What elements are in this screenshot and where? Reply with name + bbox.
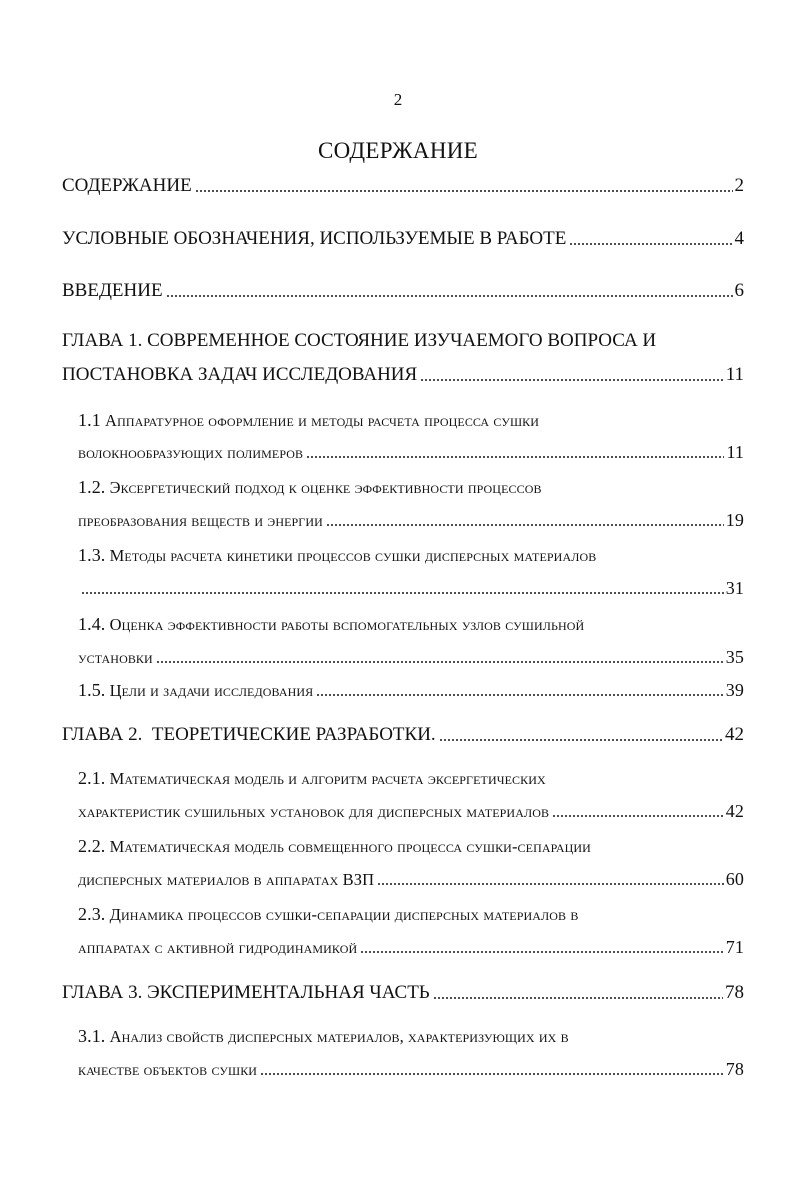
toc-section-1-4 — [78, 647, 744, 668]
toc-section-1-2 — [78, 510, 744, 531]
toc-entry-page: 42 — [725, 801, 744, 821]
toc-entry-page: 78 — [725, 1059, 744, 1079]
toc-chapter-3 — [62, 982, 744, 1004]
toc-entry-page: 78 — [725, 982, 744, 1003]
toc-entry-page: 4 — [734, 228, 744, 249]
toc-section-1-5 — [78, 680, 744, 701]
toc-entry-label: качестве объектов сушки — [78, 1060, 258, 1079]
section-number: 1.2. — [78, 477, 106, 497]
toc-entry-page: 60 — [725, 869, 744, 889]
toc-section-1-1-line1 — [78, 410, 539, 431]
toc-entry-contents — [62, 175, 744, 197]
toc-section-3-1 — [78, 1059, 744, 1080]
section-number: 1.4. — [78, 614, 106, 634]
toc-entry-page: 19 — [725, 510, 744, 530]
section-number: 1.1 — [78, 410, 101, 430]
toc-entry-label: ВВЕДЕНИЕ — [62, 280, 163, 301]
toc-entry-page: 39 — [725, 680, 744, 700]
toc-entry-label: аппаратах с активной гидродинамикой — [78, 938, 358, 957]
toc-entry-label: УСЛОВНЫЕ ОБОЗНАЧЕНИЯ, ИСПОЛЬЗУЕМЫЕ В РАБОТЕ — [62, 228, 567, 249]
toc-chapter-1-line1: ГЛАВА 1. СОВРЕМЕННОЕ СОСТОЯНИЕ ИЗУЧАЕМОГО ВОПРОСА И — [62, 330, 657, 351]
toc-section-1-3-line1 — [78, 545, 596, 566]
page-number: 2 — [393, 90, 403, 109]
toc-entry-page: 31 — [725, 578, 744, 598]
toc-section-2-2-line1 — [78, 836, 591, 857]
page-title: СОДЕРЖАНИЕ — [317, 138, 478, 163]
dot-leader — [552, 815, 724, 817]
dot-leader — [326, 524, 724, 526]
section-number: 2.1. — [78, 768, 106, 788]
toc-section-1-1 — [78, 442, 744, 463]
dot-leader — [306, 456, 724, 458]
toc-section-2-3 — [78, 937, 744, 958]
toc-entry-page: 2 — [734, 175, 744, 196]
section-number: 2.2. — [78, 836, 106, 856]
dot-leader — [420, 379, 724, 381]
toc-entry-page: 35 — [725, 647, 744, 667]
toc-section-1-3 — [78, 578, 744, 599]
toc-entry-page: 6 — [734, 280, 744, 301]
toc-chapter-2 — [62, 724, 744, 746]
dot-leader — [81, 592, 724, 594]
section-title: Аппаратурное оформление и методы расчета процесса сушки — [105, 411, 540, 430]
toc-entry-introduction — [62, 280, 744, 302]
section-number: 1.5. — [78, 680, 106, 700]
toc-section-3-1-line1 — [78, 1026, 569, 1047]
section-title: Методы расчета кинетики процессов сушки дисперсных материалов — [109, 546, 597, 565]
section-title: Динамика процессов сушки-сепарации дисперсных материалов в — [109, 905, 579, 924]
dot-leader — [156, 661, 724, 663]
toc-entry-label: волокнообразующих полимеров — [78, 443, 304, 462]
dot-leader — [377, 883, 724, 885]
toc-section-1-4-line1 — [78, 614, 584, 635]
dot-leader — [260, 1073, 724, 1075]
toc-entry-label: ГЛАВА 2. ТЕОРЕТИЧЕСКИЕ РАЗРАБОТКИ. — [62, 724, 436, 745]
toc-entry-label: установки — [78, 648, 153, 667]
section-number: 3.1. — [78, 1026, 106, 1046]
toc-section-2-1 — [78, 801, 744, 822]
toc-entry-page: 11 — [725, 364, 744, 385]
toc-entry-notation — [62, 228, 744, 250]
toc-entry-label: характеристик сушильных установок для дисперсных материалов — [78, 802, 550, 821]
toc-chapter-1 — [62, 364, 744, 386]
toc-entry-label: ГЛАВА 3. ЭКСПЕРИМЕНТАЛЬНАЯ ЧАСТЬ — [62, 982, 430, 1003]
dot-leader — [166, 295, 733, 297]
section-title: Цели и задачи исследования — [109, 681, 314, 700]
toc-section-2-1-line1 — [78, 768, 546, 789]
section-title: Анализ свойств дисперсных материалов, характеризующих их в — [109, 1027, 569, 1046]
toc-section-2-2 — [78, 869, 744, 890]
dot-leader — [316, 694, 724, 696]
dot-leader — [569, 243, 732, 245]
section-number: 1.3. — [78, 545, 106, 565]
dot-leader — [195, 190, 733, 192]
toc-entry-label — [78, 680, 313, 701]
toc-section-1-2-line1 — [78, 477, 542, 498]
section-number: 2.3. — [78, 904, 106, 924]
dot-leader — [360, 951, 724, 953]
dot-leader — [439, 739, 723, 741]
toc-entry-page: 71 — [725, 937, 744, 957]
toc-entry-page: 11 — [726, 442, 744, 462]
toc-entry-page: 42 — [725, 724, 744, 745]
toc-section-2-3-line1 — [78, 904, 578, 925]
toc-entry-label: ПОСТАНОВКА ЗАДАЧ ИССЛЕДОВАНИЯ — [62, 364, 418, 385]
section-title: Оценка эффективности работы вспомогательных узлов сушильной — [109, 615, 585, 634]
toc-entry-label: преобразования веществ и энергии — [78, 511, 323, 530]
toc-entry-label: СОДЕРЖАНИЕ — [62, 175, 192, 196]
section-title: Математическая модель совмещенного процесса сушки-сепарации — [109, 837, 591, 856]
section-title: Эксергетический подход к оценке эффективности процессов — [109, 478, 542, 497]
section-title: Математическая модель и алгоритм расчета эксергетических — [109, 769, 546, 788]
dot-leader — [433, 997, 723, 999]
toc-entry-label: дисперсных материалов в аппаратах ВЗП — [78, 870, 375, 889]
